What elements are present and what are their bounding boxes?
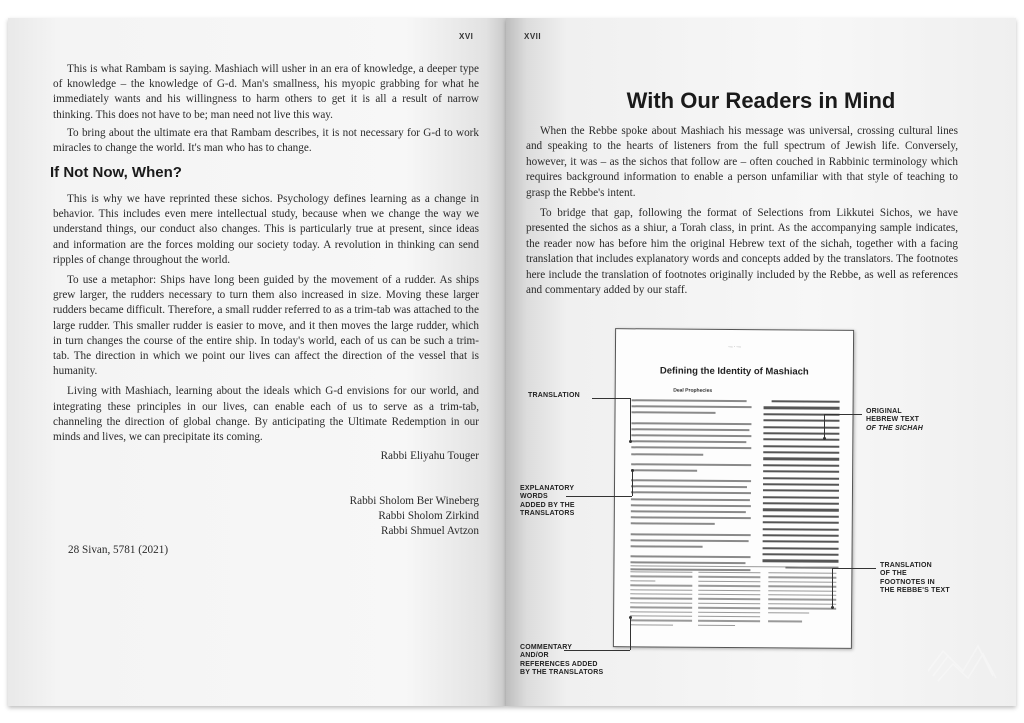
paragraph: To use a metaphor: Ships have long been guided by the movement of a rudder. As ships grew larger, the rudders necessary to turn them also increased in size. Moving these larger rudders became difficult. Therefore, a small rudder referred to as a trim-tab was attached to the large rudder. This smaller rudder is easier to move, and it then moves the large rudder, which in turn changes the course of the entire ship. In today's world, each of us can be such a trim-tab. The direction in which we point our lives can affect the direction of the vessel that is humanity.	[53, 274, 479, 378]
page-title: With Our Readers in Mind	[626, 88, 896, 113]
page-number-left: XVI	[459, 32, 474, 41]
leader-line	[832, 568, 833, 608]
callout-line: ORIGINAL	[866, 408, 902, 415]
right-page	[506, 18, 1016, 706]
callout-original-hebrew	[866, 408, 923, 433]
paragraph: When the Rebbe spoke about Mashiach his message was universal, crossing cultural lines and speaking to the hearts of listeners from the full spectrum of Jewish life. Conversely, however, it was – as the sichos that follow are – often couched in Rabbinic terminology which requires background information to enable a person unfamiliar with that style of teaching to grasp the Rebbe's intent.	[526, 125, 958, 199]
leader-dot	[631, 469, 634, 472]
callout-line: ADDED BY THE	[520, 501, 575, 509]
sample-translation-lines	[630, 399, 751, 575]
paragraph: This is why we have reprinted these sichos. Psychology defines learning as a change in behavior. This includes even mere intellectual study, because when we change the way we understand things, our conduct also changes. This is particularly true at present, since ideas and information are the forces molding our society today. A revolution in thinking can send ripples of change throughout the world.	[53, 193, 479, 266]
sample-footnotes-col1	[630, 571, 692, 629]
body-text	[53, 192, 479, 445]
leader-line	[632, 470, 633, 496]
intro-text-right	[526, 124, 958, 298]
callout-line: TRANSLATORS	[520, 510, 575, 518]
signature-name: Rabbi Sholom Zirkind	[378, 510, 479, 522]
leader-line	[592, 398, 630, 399]
paragraph: This is what Rambam is saying. Mashiach will usher in an era of knowledge, a deeper type of knowledge – the knowledge of G-d. Man's smallness, his myopic grabbing for what he immediately wants and his willingness to harm others to get it is all a result of narrow thinking. This does not have to be; man need not live this way.	[53, 63, 479, 121]
paragraph: Living with Mashiach, learning about the ideals which G-d envisions for our world, and integrating these principles in our lives, can enable each of us to serve as a trim-tab, channeling the direction of global change. By anticipating the Ultimate Redemption in our minds and lives, we can precipitate its coming.	[53, 385, 479, 444]
leader-dot	[823, 437, 826, 440]
leader-dot	[629, 616, 632, 619]
callout-explanatory	[520, 485, 575, 519]
leader-line	[630, 618, 631, 650]
date-line: 28 Sivan, 5781 (2021)	[68, 544, 169, 556]
leader-line	[566, 496, 632, 497]
sample-title: Defining the Identity of Mashiach	[659, 365, 809, 378]
intro-text	[53, 62, 479, 156]
paragraph: To bridge that gap, following the format of Selections from Likkutei Sichos, we have presented the sichos as a shiur, a Torah class, in print. As the accompanying sample indicates, the reader now has before him the original Hebrew text of the sichah, together with a facing translation that includes explanatory words and concepts added by the translators. The footnotes here include the translation of footnotes originally included by the Rebbe, as well as references and commentary added by our staff.	[526, 207, 958, 297]
leader-line	[824, 414, 825, 438]
callout-footnote-translation	[880, 562, 950, 596]
sample-page-illustration	[613, 328, 854, 649]
page-number-right: XVII	[524, 32, 542, 41]
callout-line: AND/OR	[520, 652, 549, 660]
leader-dot	[831, 606, 834, 609]
callout-line: BY THE TRANSLATORS	[520, 669, 604, 677]
sample-footnotes-col2	[698, 572, 760, 630]
left-page	[8, 18, 506, 706]
signature-group	[238, 494, 479, 539]
callout-line: HEBREW TEXT	[866, 416, 920, 424]
callout-line: THE REBBE'S TEXT	[880, 587, 950, 595]
section-heading: If Not Now, When?	[50, 164, 182, 181]
callout-line: OF THE	[880, 570, 907, 578]
leader-line	[564, 650, 630, 651]
leader-line	[630, 398, 631, 442]
leader-line	[832, 568, 876, 569]
callout-line: FOOTNOTES IN	[880, 578, 935, 586]
callout-line: WORDS	[520, 493, 548, 501]
sample-subtitle: Deal Prophecies	[673, 387, 713, 394]
signature-name: Rabbi Sholom Ber Wineberg	[349, 495, 479, 507]
publisher-logo-icon	[928, 616, 998, 686]
signature-primary: Rabbi Eliyahu Touger	[380, 450, 479, 462]
callout-line: TRANSLATION	[880, 562, 932, 569]
callout-line: EXPLANATORY	[520, 485, 575, 492]
leader-dot	[629, 440, 632, 443]
paragraph: To bring about the ultimate era that Rambam describes, it is not necessary for G-d to work miracles to change the world. It's man who has to change.	[53, 126, 479, 155]
callout-line: REFERENCES ADDED	[520, 660, 598, 668]
sample-footnotes-col3	[768, 572, 836, 625]
sample-running-head: — · —	[728, 343, 741, 350]
callout-line: OF THE SICHAH	[866, 424, 924, 432]
callout-translation: TRANSLATION	[528, 392, 580, 399]
sample-hebrew-lines	[762, 400, 839, 573]
leader-line	[824, 414, 862, 415]
callout-line: COMMENTARY	[520, 644, 573, 651]
signature-name: Rabbi Shmuel Avtzon	[381, 525, 479, 537]
